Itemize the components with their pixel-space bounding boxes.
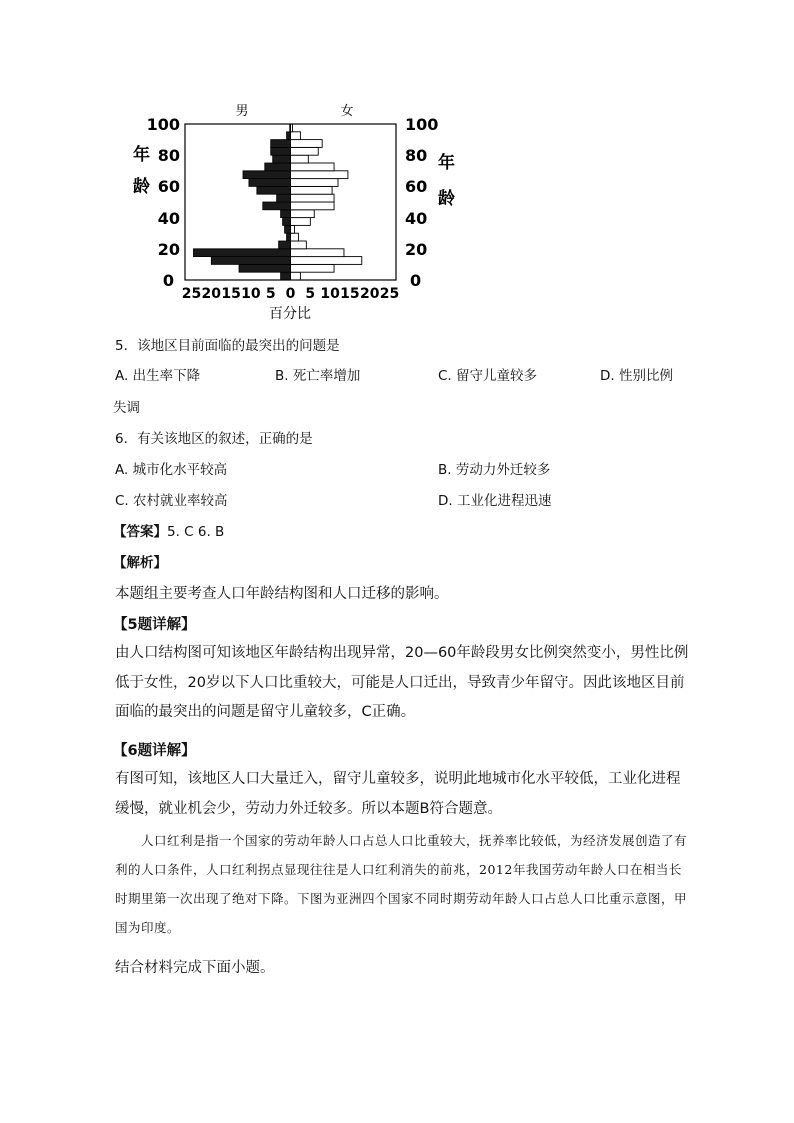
x-tick-label: 5	[305, 286, 316, 302]
x-tick-label: 15	[221, 286, 241, 302]
y-axis-label-char: 龄	[133, 177, 150, 197]
analysis-intro: 本题组主要考查人口年龄结构图和人口迁移的影响。	[115, 586, 449, 602]
female-bar-25-30	[291, 233, 299, 241]
female-bar-60-65	[291, 179, 339, 187]
y-axis-label-char: 龄	[438, 189, 455, 209]
y-axis-label-right	[438, 152, 455, 209]
question-5-stem: 5．该地区目前面临的最突出的问题是	[115, 338, 340, 354]
question-5-option-d: D. 性别比例	[600, 368, 673, 384]
female-bar-85-90	[291, 140, 323, 148]
instruction-line: 结合材料完成下面小题。	[115, 960, 275, 976]
question-6-option-a: A. 城市化水平较高	[115, 462, 228, 478]
x-tick-label: 25	[181, 286, 202, 302]
x-tick-label: 20	[201, 286, 222, 302]
male-bar-30-35	[285, 225, 291, 233]
population-pyramid-chart	[0, 0, 794, 330]
male-bar-80-85	[271, 147, 291, 155]
y-tick-left: 60	[157, 177, 180, 196]
male-bar-45-50	[263, 202, 291, 210]
female-bar-30-35	[291, 225, 295, 233]
y-tick-right: 100	[405, 115, 439, 134]
male-bar-50-55	[277, 194, 291, 202]
y-tick-right: 80	[405, 146, 428, 165]
question-5-option-a: A. 出生率下降	[115, 368, 201, 384]
x-tick-label: 5	[265, 286, 276, 302]
y-tick-right: 60	[405, 177, 428, 196]
question-6-option-b: B. 劳动力外迁较多	[438, 462, 551, 478]
y-ticks-right	[405, 115, 438, 290]
female-bar-15-20	[291, 249, 344, 257]
x-tick-label: 10	[320, 286, 340, 302]
male-bar-40-45	[281, 210, 291, 218]
x-tick-label: 0	[285, 286, 296, 302]
answer-value: 5. C 6. B	[167, 524, 225, 540]
y-ticks-left	[147, 115, 180, 290]
female-bar-35-40	[291, 218, 311, 226]
female-bar-70-75	[291, 163, 335, 171]
female-bar-75-80	[291, 155, 309, 163]
male-bar-85-90	[271, 140, 291, 148]
x-tick-label: 25	[379, 286, 400, 302]
q5-detail-label: 【5题详解】	[113, 617, 196, 633]
x-axis-label: 百分比	[269, 306, 311, 322]
female-bar-50-55	[291, 194, 335, 202]
question-6-option-d: D. 工业化进程迅速	[438, 493, 552, 509]
male-bars	[193, 124, 290, 280]
female-bar-0-5	[291, 272, 301, 280]
female-bar-65-70	[291, 171, 348, 179]
female-bars	[291, 124, 362, 280]
x-ticks	[182, 286, 399, 302]
question-5-option-b: B. 死亡率增加	[275, 368, 361, 384]
answer-label: 【答案】	[113, 524, 167, 540]
y-axis-label-left	[133, 144, 150, 197]
female-bar-10-15	[291, 257, 362, 265]
question-5-option-c: C. 留守儿童较多	[438, 368, 538, 384]
male-bar-90-95	[287, 132, 291, 140]
y-tick-right: 40	[405, 209, 428, 228]
male-bar-10-15	[211, 257, 290, 265]
male-bar-25-30	[287, 233, 291, 241]
male-bar-5-10	[239, 264, 290, 272]
male-bar-20-25	[279, 241, 291, 249]
question-6-option-c: C. 农村就业率较高	[115, 493, 228, 509]
y-tick-right: 0	[410, 271, 422, 290]
y-tick-left: 20	[157, 240, 180, 259]
female-label: 女	[340, 104, 354, 119]
female-bar-80-85	[291, 147, 319, 155]
q5-detail-text: 由人口结构图可知该地区年龄结构出现异常，20—60年龄段男女比例突然变小，男性比例低于女性，20岁以下人口比重较大，可能是人口迁出，导致青少年留守。因此该地区目前面临的最突出的问题是留守儿童较多，C正确。	[115, 645, 689, 720]
female-bar-40-45	[291, 210, 315, 218]
male-bar-65-70	[243, 171, 291, 179]
male-bar-55-60	[257, 186, 291, 194]
material-paragraph: 人口红利是指一个国家的劳动年龄人口占总人口比重较大，抚养率比较低，为经济发展创造了有利的人口条件，人口红利拐点显现往往是人口红利消失的前兆，2012年我国劳动年龄人口在相当长时期里第一次出现了绝对下降。下图为亚洲四个国家不同时期劳动年龄人口占总人口比重示意图，甲国为印度。	[115, 833, 688, 935]
y-tick-left: 0	[162, 271, 174, 290]
analysis-label: 【解析】	[113, 555, 167, 571]
male-label: 男	[235, 104, 249, 119]
x-tick-label: 20	[359, 286, 380, 302]
y-tick-left: 80	[157, 146, 180, 165]
q6-detail-text: 有图可知，该地区人口大量迁入，留守儿童较多，说明此地城市化水平较低，工业化进程缓慢，就业机会少，劳动力外迁较多。所以本题B符合题意。	[115, 771, 681, 817]
q6-detail-label: 【6题详解】	[113, 743, 196, 759]
y-tick-right: 20	[405, 240, 428, 259]
question-6-stem: 6．有关该地区的叙述，正确的是	[115, 431, 313, 447]
male-bar-60-65	[249, 179, 291, 187]
female-bar-45-50	[291, 202, 335, 210]
x-tick-label: 15	[340, 286, 360, 302]
y-tick-left: 40	[157, 209, 180, 228]
answer-line	[113, 520, 224, 540]
female-bar-5-10	[291, 264, 335, 272]
male-bar-0-5	[281, 272, 291, 280]
y-axis-label-char: 年	[133, 145, 150, 165]
female-bar-20-25	[291, 241, 307, 249]
female-bar-55-60	[291, 186, 333, 194]
x-tick-label: 10	[241, 286, 261, 302]
male-bar-15-20	[193, 249, 290, 257]
y-axis-label-char: 年	[438, 153, 455, 173]
male-bar-35-40	[283, 218, 291, 226]
male-bar-70-75	[265, 163, 291, 171]
question-5-option-d-overflow: 失调	[113, 400, 140, 416]
female-bar-90-95	[291, 132, 301, 140]
y-tick-left: 100	[146, 115, 180, 134]
male-bar-75-80	[273, 155, 291, 163]
